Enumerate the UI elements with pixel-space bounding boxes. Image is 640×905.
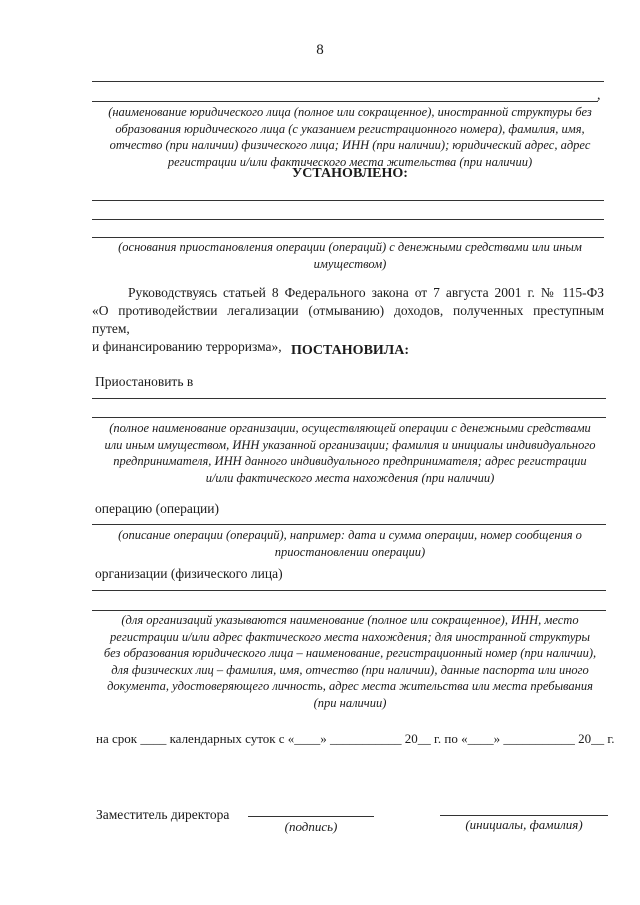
initials-line [440, 815, 608, 816]
caption-line: (при наличии) [313, 695, 387, 710]
caption-line: приостановлении операции) [274, 544, 426, 559]
caption-line: регистрации и/или фактического места жительства (при наличии) [167, 154, 533, 169]
signature-line [248, 816, 374, 817]
fill-line [92, 590, 606, 591]
initials-caption: (инициалы, фамилия) [465, 817, 583, 832]
caption-line: или иным имуществом, ИНН указанной организации; фамилия и инициалы индивидуального [104, 437, 596, 452]
paragraph-line: Руководствуясь статьей 8 Федерального закона от 7 августа 2001 г. № 115-ФЗ [128, 285, 604, 300]
caption-line: (наименование юридического лица (полное или сокращенное), иностранной структуры без [108, 105, 592, 119]
caption-line: (основания приостановления операции (операций) с денежными средствами или иным [118, 240, 582, 254]
entity-caption [80, 104, 620, 170]
fill-line [92, 101, 598, 102]
resolved-heading: ПОСТАНОВИЛА: [290, 343, 410, 358]
caption-line: (для организаций указываются наименование (полное или сокращенное), ИНН, место [121, 613, 579, 627]
fill-line [92, 219, 604, 220]
org-caption [85, 420, 615, 486]
operation-caption [100, 527, 600, 560]
suspend-label: Приостановить в [95, 374, 194, 389]
fill-line [92, 200, 604, 201]
header-comma: , [597, 88, 601, 103]
established-heading: УСТАНОВЛЕНО: [292, 166, 408, 181]
operation-label: операцию (операции) [95, 501, 219, 516]
fill-line [92, 524, 606, 525]
organization-label: организации (физического лица) [95, 566, 283, 581]
fill-line [92, 81, 604, 82]
caption-line: и/или фактического места нахождения (при наличии) [205, 470, 495, 485]
fill-line [92, 610, 606, 611]
caption-line: без образования юридического лица – наименование, регистрационный номер (при наличии), [103, 646, 597, 660]
term-line: на срок ____ календарных суток с «____» ___________ 20__ г. по «____» ___________ 20__ г. [96, 731, 615, 746]
paragraph-line: «О противодействии легализации (отмыванию) доходов, полученных преступным путем, [92, 303, 604, 336]
signature-caption: (подпись) [284, 819, 338, 834]
grounds-caption [100, 239, 600, 272]
caption-line: документа, удостоверяющего личность, адрес места жительства или места пребывания [107, 679, 593, 693]
caption-line: для физических лиц – фамилия, имя, отчество (при наличии), данные паспорта или иного [111, 662, 589, 677]
caption-line: имуществом) [313, 256, 387, 271]
caption-line: образования юридического лица (с указанием регистрационного номера), фамилия, имя, [115, 121, 585, 136]
fill-line [92, 237, 604, 238]
caption-line: отчество (при наличии) физического лица; ИНН (при наличии); юридический адрес, адрес [109, 138, 591, 152]
caption-line: (полное наименование организации, осуществляющей операции с денежными средствами [109, 421, 591, 435]
fill-line [92, 417, 606, 418]
paragraph-line: и финансированию терроризма», [92, 339, 282, 354]
person-caption [85, 612, 615, 711]
caption-line: регистрации и/или адрес фактического места нахождения; для иностранной структуры [110, 629, 590, 644]
caption-line: предпринимателя, ИНН данного индивидуального предпринимателя; адрес регистрации [113, 454, 587, 468]
caption-line: (описание операции (операций), например: дата и сумма операции, номер сообщения о [118, 528, 582, 542]
fill-line [92, 398, 606, 399]
page-number: 8 [316, 42, 324, 58]
deputy-label: Заместитель директора [96, 807, 230, 822]
